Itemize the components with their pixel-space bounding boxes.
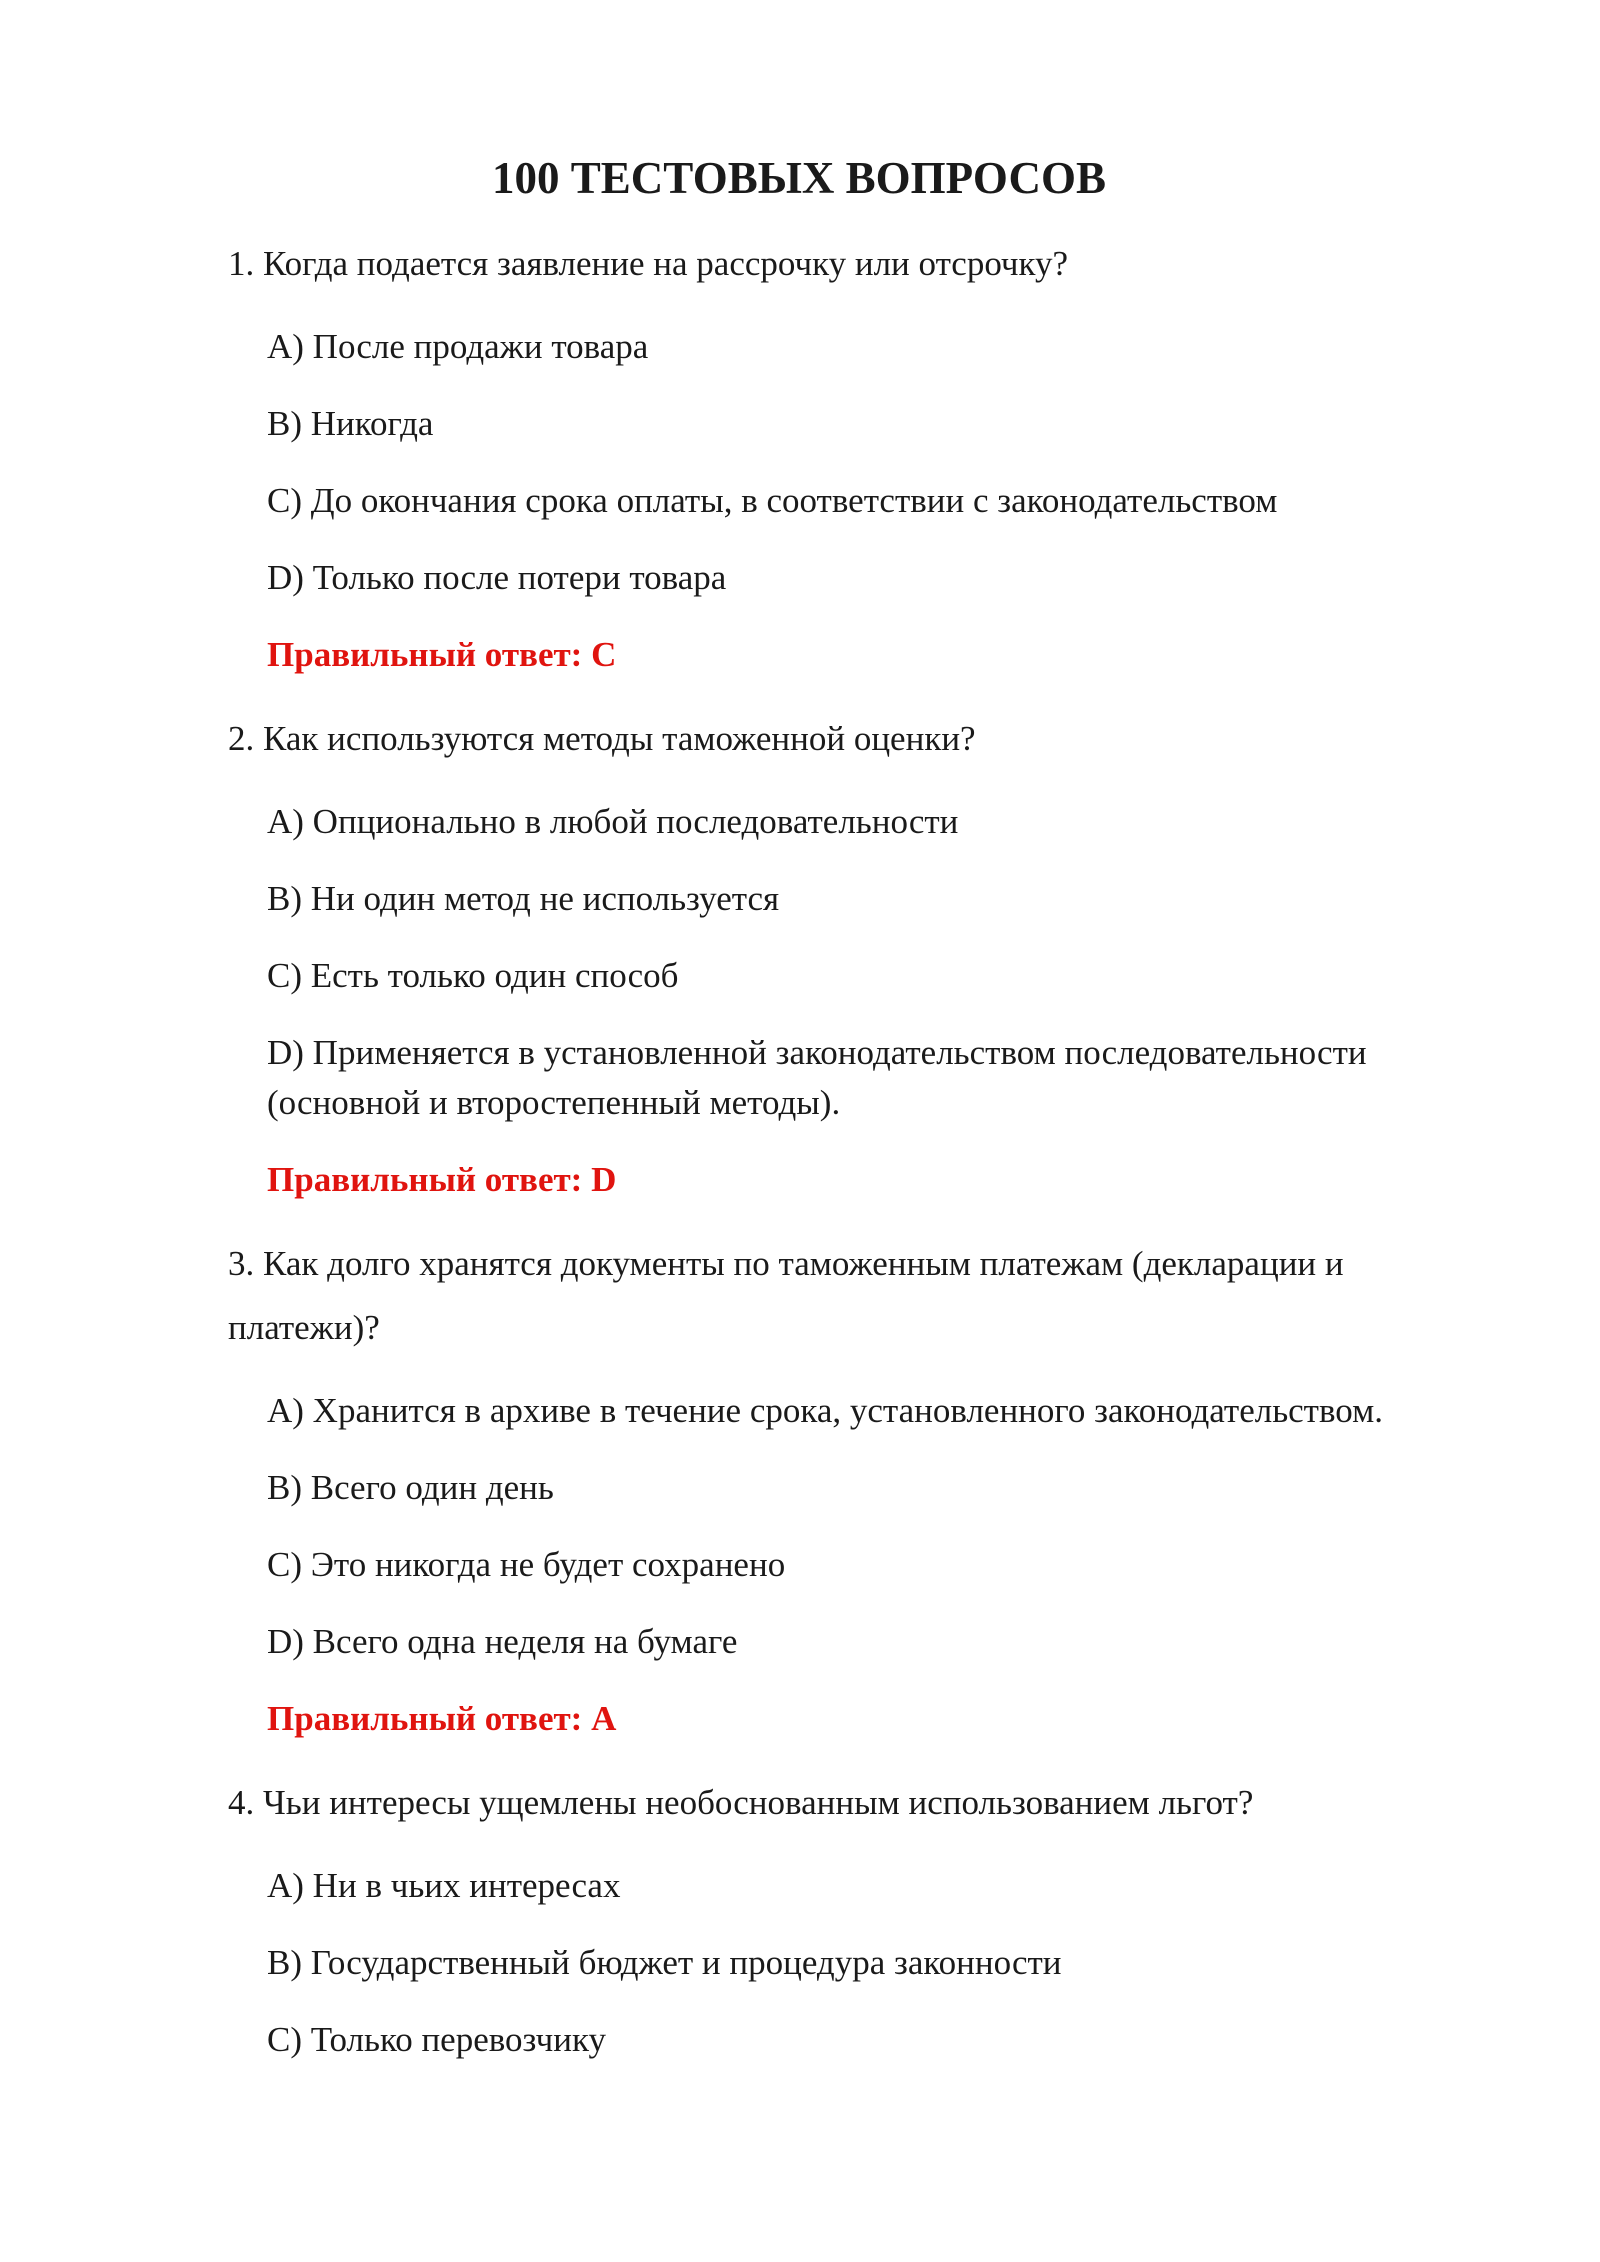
option-a: A) Опционально в любой последовательности bbox=[267, 802, 959, 841]
option-c: C) Есть только один способ bbox=[267, 956, 679, 995]
question-block-1 bbox=[228, 232, 1470, 680]
option-d: D) Всего одна неделя на бумаге bbox=[267, 1622, 738, 1661]
question-block-2 bbox=[228, 707, 1470, 1205]
question-text: 3. Как долго хранятся документы по таможенным платежам (декларации и платежи)? bbox=[228, 1244, 1344, 1347]
option-b: B) Государственный бюджет и процедура законности bbox=[267, 1943, 1062, 1982]
question-text: 1. Когда подается заявление на рассрочку или отсрочку? bbox=[228, 244, 1069, 283]
option-b: B) Ни один метод не используется bbox=[267, 879, 780, 918]
option-a: A) Хранится в архиве в течение срока, установленного законодательством. bbox=[267, 1391, 1384, 1430]
question-block-4 bbox=[228, 1771, 1470, 2065]
correct-answer: Правильный ответ: C bbox=[267, 635, 617, 674]
option-c: C) Только перевозчику bbox=[267, 2020, 606, 2059]
option-c: C) До окончания срока оплаты, в соответствии с законодательством bbox=[267, 481, 1278, 520]
document-title: 100 ТЕСТОВЫХ ВОПРОСОВ bbox=[492, 153, 1106, 203]
option-d: D) Только после потери товара bbox=[267, 558, 727, 597]
option-a: A) После продажи товара bbox=[267, 327, 649, 366]
correct-answer: Правильный ответ: D bbox=[267, 1160, 617, 1199]
option-a: A) Ни в чьих интересах bbox=[267, 1866, 621, 1905]
option-c: C) Это никогда не будет сохранено bbox=[267, 1545, 786, 1584]
option-b: B) Никогда bbox=[267, 404, 434, 443]
option-d: D) Применяется в установленной законодательством последовательности (основной и второстепенный методы). bbox=[267, 1033, 1367, 1122]
correct-answer: Правильный ответ: A bbox=[267, 1699, 617, 1738]
question-text: 4. Чьи интересы ущемлены необоснованным использованием льгот? bbox=[228, 1783, 1254, 1822]
option-b: B) Всего один день bbox=[267, 1468, 554, 1507]
question-text: 2. Как используются методы таможенной оценки? bbox=[228, 719, 976, 758]
question-block-3 bbox=[228, 1232, 1470, 1744]
